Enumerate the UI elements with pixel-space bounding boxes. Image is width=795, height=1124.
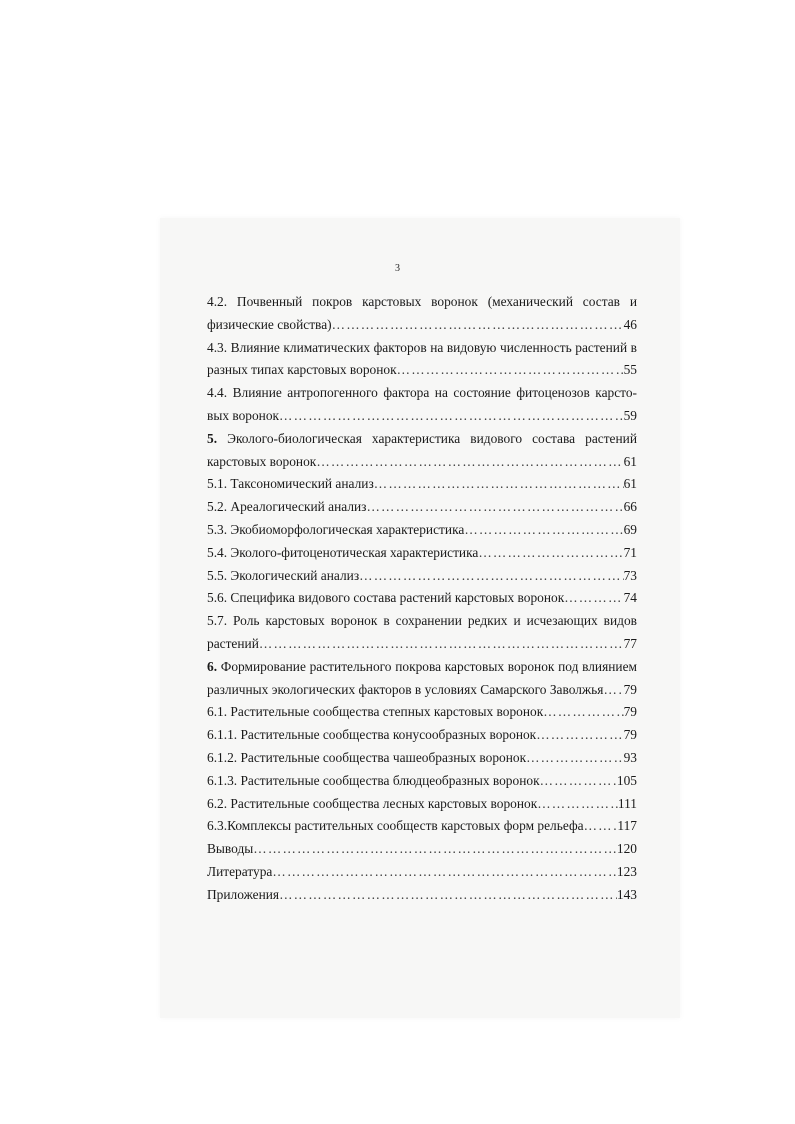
- page-ref: 143: [616, 886, 637, 902]
- toc-entry-6-1-1: 6.1.1. Растительные сообщества конусообразных воронок …………………………………………………………………………………………………………………………………… 79: [207, 724, 637, 747]
- dot-leader: [564, 587, 623, 610]
- page-ref: 61: [623, 453, 637, 469]
- toc-chapter-5-line2: карстовых воронок …………………………………………………………………………………………………………………………………… 61: [207, 451, 637, 474]
- dot-leader: [603, 679, 623, 702]
- chapter-number: 5.: [207, 430, 218, 446]
- toc-entry-conclusions: Выводы …………………………………………………………………………………………………………………………………… 120: [207, 838, 637, 861]
- toc-chapter-5-line1: 5. Эколого-биологическая характеристика видового состава растений: [207, 430, 637, 446]
- chapter-number: 6.: [207, 658, 218, 674]
- page-ref: 74: [623, 590, 637, 606]
- dot-leader: [279, 405, 624, 428]
- dot-leader: [253, 838, 617, 861]
- toc-chapter-6-line2: различных экологических факторов в условиях Самарского Заволжья …………………………………………………………………………………………………………………………………… 79: [207, 679, 637, 702]
- toc-entry-5-2: 5.2. Ареалогический анализ …………………………………………………………………………………………………………………………………… 66: [207, 496, 637, 519]
- toc-entry-6-3: 6.3.Комплексы растительных сообществ карстовых форм рельефа …………………………………………………………………………………………………………………………………… 117: [207, 815, 637, 838]
- page-ref: 120: [616, 841, 637, 857]
- page-ref: 59: [623, 407, 637, 423]
- toc-chapter-6-line1: 6. Формирование растительного покрова карстовых воронок под влиянием: [207, 658, 637, 674]
- toc-entry-5-1: 5.1. Таксономический анализ …………………………………………………………………………………………………………………………………… 61: [207, 473, 637, 496]
- page-ref: 123: [616, 863, 637, 879]
- toc-entry-5-6: 5.6. Специфика видового состава растений карстовых воронок …………………………………………………………………………………………………………………………………… 74: [207, 587, 637, 610]
- toc-entry-4-2-line2: физические свойства) …………………………………………………………………………………………………………………………………… 46: [207, 314, 637, 337]
- page-ref: 117: [617, 818, 637, 834]
- page-ref: 55: [623, 362, 637, 378]
- dot-leader: [359, 565, 624, 588]
- dot-leader: [540, 770, 617, 793]
- dot-leader: [332, 314, 624, 337]
- toc-entry-5-5: 5.5. Экологический анализ …………………………………………………………………………………………………………………………………… 73: [207, 565, 637, 588]
- toc-entry-appendices: Приложения …………………………………………………………………………………………………………………………………… 143: [207, 884, 637, 907]
- toc-entry-5-4: 5.4. Эколого-фитоценотическая характеристика …………………………………………………………………………………………………………………………………… 71: [207, 542, 637, 565]
- dot-leader: [526, 747, 624, 770]
- page-ref: 73: [623, 567, 637, 583]
- page-ref: 79: [623, 704, 637, 720]
- dot-leader: [478, 542, 623, 565]
- toc-entry-4-3-line1: 4.3. Влияние климатических факторов на видовую численность растений в: [207, 339, 637, 355]
- toc-entry-5-3: 5.3. Экобиоморфологическая характеристика …………………………………………………………………………………………………………………………………… 69: [207, 519, 637, 542]
- toc-entry-6-1-2: 6.1.2. Растительные сообщества чашеобразных воронок …………………………………………………………………………………………………………………………………… 93: [207, 747, 637, 770]
- toc-entry-4-2-line1: 4.2. Почвенный покров карстовых воронок (механический состав и: [207, 294, 637, 309]
- dot-leader: [464, 519, 623, 542]
- toc-entry-4-3-line2: разных типах карстовых воронок …………………………………………………………………………………………………………………………………… 55: [207, 359, 637, 382]
- toc-entry-5-7-line1: 5.7. Роль карстовых воронок в сохранении редких и исчезающих видов: [207, 613, 637, 629]
- dot-leader: [279, 884, 617, 907]
- toc-entry-6-1-3: 6.1.3. Растительные сообщества блюдцеобразных воронок …………………………………………………………………………………………………………………………………… 105: [207, 770, 637, 793]
- dot-leader: [272, 861, 617, 884]
- toc-entry-4-4-line2: вых воронок …………………………………………………………………………………………………………………………………… 59: [207, 405, 637, 428]
- page-ref: 46: [623, 316, 637, 332]
- page-ref: 66: [623, 499, 637, 515]
- dot-leader: [316, 451, 623, 474]
- page-ref: 93: [623, 749, 637, 765]
- table-of-contents: [207, 291, 637, 907]
- page-ref: 105: [616, 772, 637, 788]
- page-ref: 79: [623, 727, 637, 743]
- dot-leader: [543, 701, 623, 724]
- page-ref: 111: [617, 795, 637, 811]
- page-ref: 71: [623, 544, 637, 560]
- page-ref: 79: [623, 681, 637, 697]
- toc-entry-5-7-line2: растений …………………………………………………………………………………………………………………………………… 77: [207, 633, 637, 656]
- toc-entry-references: Литература …………………………………………………………………………………………………………………………………… 123: [207, 861, 637, 884]
- page-ref: 69: [623, 521, 637, 537]
- toc-entry-6-2: 6.2. Растительные сообщества лесных карстовых воронок …………………………………………………………………………………………………………………………………… 111: [207, 793, 637, 816]
- dot-leader: [536, 724, 623, 747]
- dot-leader: [366, 496, 623, 519]
- dot-leader: [537, 793, 618, 816]
- page-ref: 61: [623, 476, 637, 492]
- toc-entry-4-4-line1: 4.4. Влияние антропогенного фактора на состояние фитоценозов карсто-: [207, 385, 637, 401]
- dot-leader: [397, 359, 624, 382]
- dot-leader: [584, 815, 618, 838]
- dot-leader: [374, 473, 624, 496]
- page-number: 3: [395, 263, 400, 274]
- toc-entry-6-1: 6.1. Растительные сообщества степных карстовых воронок …………………………………………………………………………………………………………………………………… 79: [207, 701, 637, 724]
- page-ref: 77: [623, 635, 637, 651]
- dot-leader: [259, 633, 624, 656]
